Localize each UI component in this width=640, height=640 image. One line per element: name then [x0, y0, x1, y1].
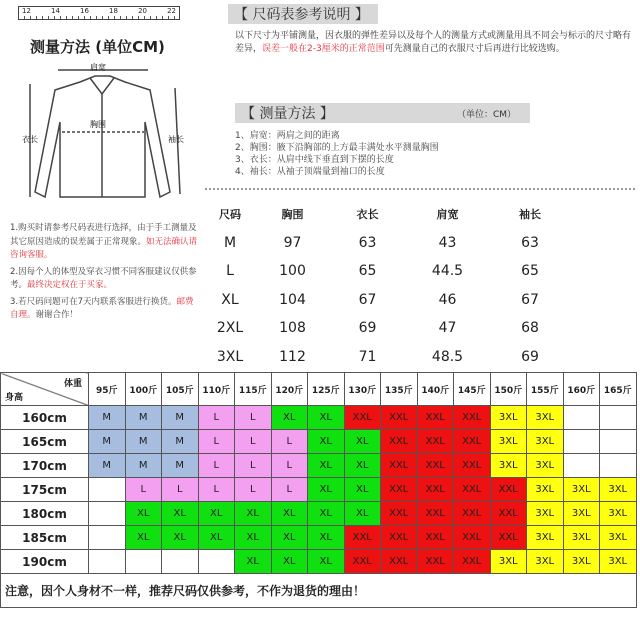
size-cell: 104: [279, 291, 306, 308]
grid-row: [1, 502, 637, 526]
size-table: [205, 200, 585, 371]
size-cell: 3XL: [490, 550, 527, 574]
size-cell: 44.5: [431, 263, 464, 280]
size-cell: XL: [271, 406, 308, 430]
size-cell: XL: [271, 550, 308, 574]
corner-cell: [1, 373, 89, 406]
size-cell: M: [162, 454, 199, 478]
size-cell: 3XL: [600, 502, 637, 526]
height-cell: 180cm: [1, 502, 89, 526]
size-cell: XL: [162, 502, 199, 526]
size-cell: 69: [521, 348, 539, 365]
chest-label: 胸围: [90, 120, 106, 129]
size-cell: XXL: [417, 430, 454, 454]
ruler-tick: 22: [167, 7, 176, 15]
grid-row: [1, 550, 637, 574]
size-cell: XXL: [490, 526, 527, 550]
size-table-row: [205, 314, 585, 343]
size-table-row: [205, 343, 585, 372]
size-cell: L: [235, 430, 272, 454]
size-cell: M: [125, 454, 162, 478]
size-cell: [125, 550, 162, 574]
grid-row: [1, 526, 637, 550]
size-cell: 3XL: [563, 478, 600, 502]
size-cell: 袖长: [519, 208, 541, 222]
size-cell: XXL: [381, 454, 418, 478]
size-cell: 71: [358, 348, 377, 365]
ruler-tick: 14: [51, 7, 60, 15]
size-cell: M: [89, 406, 126, 430]
size-cell: [600, 406, 637, 430]
ruler-tick: 12: [22, 7, 31, 15]
size-cell: L: [271, 454, 308, 478]
size-cell: XL: [235, 502, 272, 526]
size-cell: XXL: [381, 430, 418, 454]
size-cell: 3XL: [490, 406, 527, 430]
size-cell: [563, 454, 600, 478]
size-cell: L: [162, 478, 199, 502]
size-cell: XXL: [417, 550, 454, 574]
size-cell: L: [271, 478, 308, 502]
weight-header: 105斤: [162, 373, 199, 406]
size-cell: XXL: [454, 454, 491, 478]
size-cell: [89, 526, 126, 550]
size-cell: [89, 478, 126, 502]
weight-header: 135斤: [381, 373, 418, 406]
size-cell: L: [226, 263, 234, 280]
size-cell: XXL: [344, 550, 381, 574]
grid-row: [1, 406, 637, 430]
weight-label: 体重: [63, 379, 82, 389]
grid-row: [1, 478, 637, 502]
grid-row: [1, 430, 637, 454]
size-cell: M: [125, 406, 162, 430]
size-cell: 46: [438, 291, 457, 308]
size-cell: 3XL: [600, 526, 637, 550]
weight-header: 110斤: [198, 373, 235, 406]
height-cell: 190cm: [1, 550, 89, 574]
height-label: 身高: [5, 393, 24, 403]
size-cell: M: [89, 454, 126, 478]
size-cell: L: [235, 406, 272, 430]
ruler-tick: 16: [80, 7, 89, 15]
size-cell: XXL: [454, 550, 491, 574]
size-cell: 43: [438, 234, 457, 251]
size-cell: L: [198, 478, 235, 502]
size-cell: XL: [235, 526, 272, 550]
size-cell: 3XL: [527, 550, 564, 574]
ruler-tick: 20: [138, 7, 147, 15]
size-cell: 3XL: [563, 502, 600, 526]
size-cell: XL: [308, 502, 345, 526]
shoulder-label: 肩宽: [90, 63, 106, 72]
size-cell: XL: [344, 478, 381, 502]
size-cell: XL: [344, 454, 381, 478]
size-cell: 63: [521, 234, 539, 251]
height-cell: 175cm: [1, 478, 89, 502]
size-cell: XXL: [417, 502, 454, 526]
size-cell: M: [89, 430, 126, 454]
weight-header: 150斤: [490, 373, 527, 406]
shirt-diagram: [20, 62, 185, 212]
height-cell: 185cm: [1, 526, 89, 550]
size-cell: XXL: [381, 478, 418, 502]
size-cell: 65: [521, 263, 539, 280]
size-cell: XXL: [417, 526, 454, 550]
size-cell: 尺码: [219, 208, 241, 222]
size-cell: XL: [198, 526, 235, 550]
size-cell: XL: [308, 454, 345, 478]
size-cell: 108: [279, 320, 306, 337]
size-recommendation-grid: [0, 372, 637, 608]
size-cell: 3XL: [216, 348, 244, 365]
height-cell: 165cm: [1, 430, 89, 454]
size-cell: 3XL: [490, 430, 527, 454]
size-cell: L: [235, 454, 272, 478]
note-row: [1, 574, 637, 608]
size-cell: 47: [438, 320, 457, 337]
size-cell: 3XL: [563, 526, 600, 550]
size-cell: XXL: [454, 430, 491, 454]
size-cell: XXL: [381, 526, 418, 550]
size-cell: XL: [125, 502, 162, 526]
weight-header: 125斤: [308, 373, 345, 406]
size-reference-text: 以下尺寸为平铺测量，因衣服的弹性差异以及每个人的测量方式或测量用具不同会与标示的尺寸略有差异，误差一般在2-3厘米的正常范围可先测量自己的衣服尺寸后再进行比较选购。: [235, 31, 632, 54]
size-cell: XXL: [454, 478, 491, 502]
size-cell: L: [198, 406, 235, 430]
purchase-notes: [10, 222, 200, 323]
size-cell: XXL: [490, 502, 527, 526]
method-heading: 【 测量方法 】 （单位：CM）: [235, 103, 530, 123]
size-cell: [563, 406, 600, 430]
size-cell: L: [198, 430, 235, 454]
size-cell: 67: [358, 291, 377, 308]
size-cell: L: [235, 478, 272, 502]
measure-title: 测量方法 (单位CM): [30, 38, 165, 56]
size-table-row: [205, 257, 585, 286]
note-1: 1.购买时请参考尺码表进行选择，由于手工测量及其它原因造成的误差属于正常现象。如无法确认请咨询客服。: [10, 223, 198, 260]
size-cell: XL: [235, 550, 272, 574]
note-3: 3.若尺码问题可在7天内联系客服进行换货。邮费自理。谢谢合作！: [10, 296, 194, 320]
size-cell: 3XL: [527, 502, 564, 526]
weight-header: 155斤: [527, 373, 564, 406]
weight-header: 115斤: [235, 373, 272, 406]
size-cell: XL: [308, 526, 345, 550]
size-cell: XL: [162, 526, 199, 550]
size-cell: [563, 430, 600, 454]
size-cell: 肩宽: [436, 208, 459, 222]
size-cell: 3XL: [527, 406, 564, 430]
size-cell: M: [162, 430, 199, 454]
size-cell: XL: [125, 526, 162, 550]
size-cell: [89, 502, 126, 526]
sleeve-label: 袖长: [168, 135, 184, 144]
size-cell: XXL: [417, 406, 454, 430]
size-cell: 3XL: [527, 430, 564, 454]
size-cell: 衣长: [356, 208, 379, 222]
size-cell: L: [125, 478, 162, 502]
weight-header: 100斤: [125, 373, 162, 406]
size-cell: XL: [308, 550, 345, 574]
size-cell: 3XL: [527, 454, 564, 478]
size-cell: XXL: [344, 406, 381, 430]
size-cell: XL: [308, 430, 345, 454]
height-cell: 170cm: [1, 454, 89, 478]
size-cell: 48.5: [431, 348, 464, 365]
size-cell: 胸围: [281, 208, 304, 222]
weight-header: 145斤: [454, 373, 491, 406]
size-cell: 3XL: [527, 478, 564, 502]
size-cell: XL: [344, 430, 381, 454]
size-cell: 100: [279, 263, 306, 280]
size-reference-heading: 【 尺码表参考说明 】: [228, 4, 378, 24]
weight-header: 120斤: [271, 373, 308, 406]
size-cell: 67: [521, 291, 539, 308]
size-cell: [89, 550, 126, 574]
size-cell: XL: [198, 502, 235, 526]
size-cell: XXL: [454, 526, 491, 550]
size-cell: XXL: [454, 406, 491, 430]
size-cell: M: [162, 406, 199, 430]
size-cell: XXL: [344, 526, 381, 550]
size-table-row: [205, 286, 585, 315]
size-cell: [198, 550, 235, 574]
size-cell: XXL: [490, 478, 527, 502]
size-cell: 63: [358, 234, 377, 251]
size-cell: 3XL: [600, 478, 637, 502]
size-cell: 3XL: [600, 550, 637, 574]
length-label: 衣长: [22, 135, 38, 144]
grid-header-row: [1, 373, 637, 406]
size-table-header: [205, 200, 585, 229]
size-cell: [600, 430, 637, 454]
size-cell: 112: [279, 348, 306, 365]
size-cell: XL: [221, 291, 239, 308]
size-cell: 65: [358, 263, 377, 280]
size-cell: 3XL: [490, 454, 527, 478]
size-cell: 2XL: [216, 320, 244, 337]
ruler: [18, 6, 180, 20]
size-cell: XXL: [454, 502, 491, 526]
weight-header: 165斤: [600, 373, 637, 406]
size-table-row: [205, 229, 585, 258]
size-cell: L: [198, 454, 235, 478]
weight-header: 140斤: [417, 373, 454, 406]
size-cell: XL: [271, 526, 308, 550]
divider: [205, 188, 635, 190]
size-cell: M: [223, 234, 237, 251]
size-cell: M: [125, 430, 162, 454]
size-cell: [600, 454, 637, 478]
size-cell: XXL: [417, 478, 454, 502]
size-cell: 97: [283, 234, 302, 251]
size-cell: XL: [308, 406, 345, 430]
method-list: 1、肩宽：两肩之间的距离 2、胸围：腋下沿胸部的上方最丰满处水平测量胸围 3、衣长：从肩中线下垂直到下摆的长度 4、袖长：从袖子顶端量到袖口的长度: [235, 131, 439, 177]
size-cell: L: [271, 430, 308, 454]
note-2: 2.因每个人的体型及穿衣习惯不同客服建议仅供参考。最终决定权在于买家。: [10, 266, 197, 290]
size-cell: 3XL: [527, 526, 564, 550]
size-cell: XXL: [417, 454, 454, 478]
size-cell: 3XL: [563, 550, 600, 574]
weight-header: 95斤: [89, 373, 126, 406]
size-cell: XXL: [381, 406, 418, 430]
weight-header: 160斤: [563, 373, 600, 406]
grid-row: [1, 454, 637, 478]
weight-header: 130斤: [344, 373, 381, 406]
size-cell: XXL: [381, 502, 418, 526]
ruler-tick: 18: [109, 7, 118, 15]
size-cell: XL: [271, 502, 308, 526]
size-cell: 69: [358, 320, 377, 337]
size-cell: XL: [344, 502, 381, 526]
size-cell: [162, 550, 199, 574]
disclaimer: 注意，因个人身材不一样，推荐尺码仅供参考，不作为退货的理由！: [1, 574, 637, 608]
size-cell: XL: [308, 478, 345, 502]
height-cell: 160cm: [1, 406, 89, 430]
size-cell: XXL: [381, 550, 418, 574]
size-cell: 68: [521, 320, 539, 337]
